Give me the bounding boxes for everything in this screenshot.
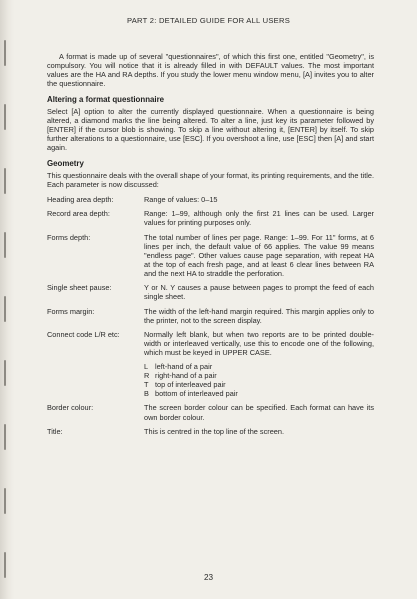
parameter-row bbox=[47, 209, 374, 227]
geometry-paragraph: This questionnaire deals with the overall shape of your format, its printing requirements, and the title. Each parameter is now discussed: bbox=[47, 170, 374, 189]
parameter-row bbox=[47, 307, 374, 325]
binding-hole bbox=[4, 168, 6, 194]
code-letter: B bbox=[144, 389, 149, 399]
section-heading-altering: Altering a format questionnaire bbox=[47, 94, 165, 104]
intro-paragraph: A format is made up of several "questionnaires", of which this first one, entitled "Geometry", is compulsory. You will notice that it is already filled in with DEFAULT values. The most important values are the HA and RA depths. If you study the lower menu window menu, [A] invites you to alter the questionnaire. bbox=[47, 52, 374, 89]
parameter-description: Y or N. Y causes a pause between pages to prompt the feed of each single sheet. bbox=[144, 283, 374, 302]
parameter-term: Connect code L/R etc: bbox=[47, 329, 120, 339]
section-heading-geometry: Geometry bbox=[47, 158, 84, 168]
parameter-description: This is centred in the top line of the screen. bbox=[144, 426, 285, 436]
page-number: 23 bbox=[203, 573, 214, 582]
parameter-term: Border colour: bbox=[47, 403, 94, 413]
parameter-description: Range of values: 0–15 bbox=[144, 195, 218, 205]
binding-hole bbox=[4, 104, 6, 130]
page-binding-edge bbox=[0, 0, 14, 599]
parameter-term: Title: bbox=[47, 426, 63, 436]
parameter-list bbox=[47, 195, 374, 436]
parameter-term: Heading area depth: bbox=[47, 195, 114, 205]
code-meaning: top of interleaved pair bbox=[155, 380, 226, 390]
connect-code-item bbox=[144, 389, 374, 398]
parameter-description: Range: 1–99, although only the first 21 lines can be used. Larger values for printing purposes only. bbox=[144, 209, 374, 228]
parameter-term: Record area depth: bbox=[47, 209, 110, 219]
binding-hole bbox=[4, 232, 6, 258]
parameter-row bbox=[47, 330, 374, 398]
parameter-term: Single sheet pause: bbox=[47, 283, 112, 293]
parameter-description: The total number of lines per page. Range: 1–99. For 11" forms, at 6 lines per inch, the default value of 66 applies. The value 99 means "endless page". Other values cause page separation, with repeat HA at the top of each fresh page, and at least 6 clear lines between RA and the next HA to straddle the perforation. bbox=[144, 232, 374, 279]
parameter-row bbox=[47, 283, 374, 301]
code-meaning: left-hand of a pair bbox=[155, 362, 213, 372]
parameter-description bbox=[144, 330, 374, 398]
code-letter: L bbox=[144, 362, 149, 372]
parameter-row bbox=[47, 233, 374, 279]
code-meaning: bottom of interleaved pair bbox=[155, 389, 238, 399]
parameter-row bbox=[47, 427, 374, 436]
code-letter: R bbox=[144, 371, 150, 381]
binding-hole bbox=[4, 360, 6, 386]
parameter-term: Forms margin: bbox=[47, 306, 95, 316]
parameter-row bbox=[47, 195, 374, 204]
binding-hole bbox=[4, 488, 6, 514]
binding-hole bbox=[4, 424, 6, 450]
binding-hole bbox=[4, 296, 6, 322]
parameter-description: The width of the left-hand margin required. This margin applies only to the printer, not to the screen display. bbox=[144, 306, 374, 325]
connect-code-item bbox=[144, 362, 374, 371]
connect-code-text: Normally left blank, but when two reports are to be printed double-width or interleaved vertically, use this to encode one of the following, which must be keyed in UPPER CASE. bbox=[144, 329, 374, 358]
parameter-description: The screen border colour can be specified. Each format can have its own border colour. bbox=[144, 403, 374, 422]
page-content bbox=[47, 52, 374, 441]
parameter-term: Forms depth: bbox=[47, 232, 91, 242]
code-letter: T bbox=[144, 380, 149, 390]
running-head: PART 2: DETAILED GUIDE FOR ALL USERS bbox=[126, 16, 291, 25]
altering-paragraph: Select [A] option to alter the currently displayed questionnaire. When a questionnaire is being altered, a diamond marks the line being altered. To alter a line, just key its parameter followed by [ENTER] if the cursor blob is showing. To skip a line without altering it, [ENTER] by itself. To skip further alterations to a questionnaire, use [ESC]. If you overshoot a line, use [ESC] then [A] and start again. bbox=[47, 106, 374, 153]
connect-code-item bbox=[144, 380, 374, 389]
connect-code-item bbox=[144, 371, 374, 380]
parameter-row bbox=[47, 403, 374, 421]
code-meaning: right-hand of a pair bbox=[155, 371, 217, 381]
connect-code-list bbox=[144, 362, 374, 398]
binding-hole bbox=[4, 40, 6, 66]
